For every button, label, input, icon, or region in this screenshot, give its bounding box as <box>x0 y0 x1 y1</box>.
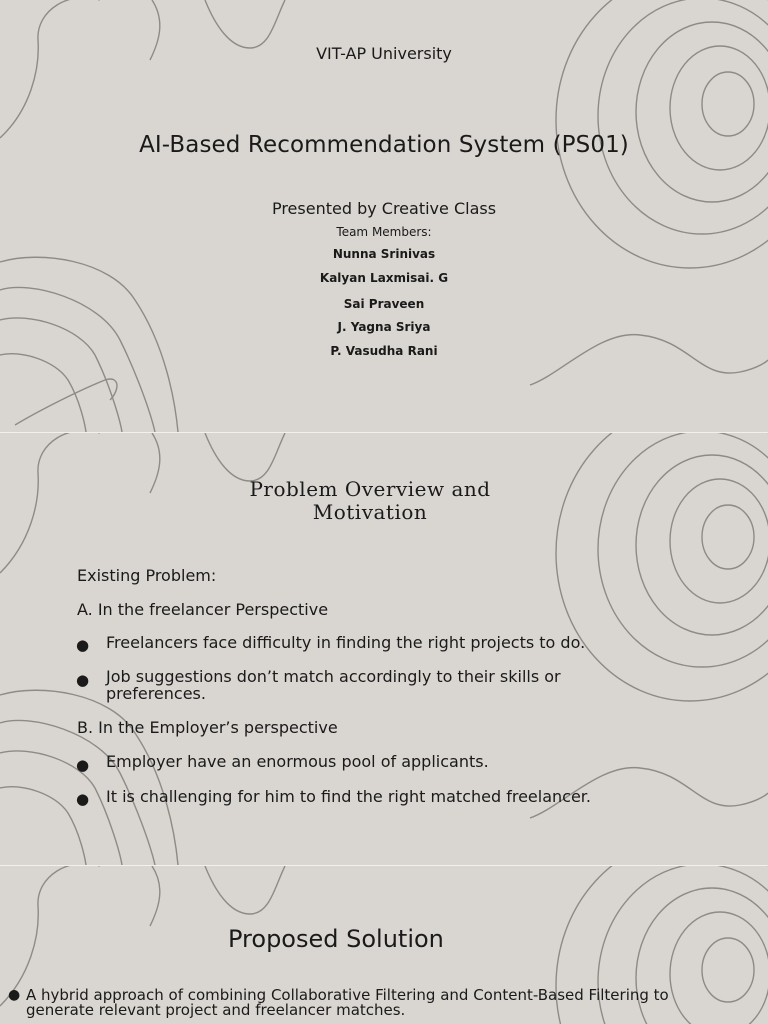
team-member: Nunna Srinivas <box>332 247 436 261</box>
presentation-title: AI-Based Recommendation System (PS01) <box>139 132 629 158</box>
bullet-item: Job suggestions don’t match accordingly to their skills or preferences. <box>106 667 561 703</box>
team-members-label: Team Members: <box>336 225 432 239</box>
section-b-heading: B. In the Employer’s perspective <box>77 718 338 737</box>
bullet-item: Employer have an enormous pool of applicants. <box>106 752 489 771</box>
presented-by: Presented by Creative Class <box>271 199 497 218</box>
bullet-icon: ● <box>76 756 90 774</box>
bullet-item: It is challenging for him to find the right matched freelancer. <box>106 787 591 806</box>
bullet-icon: ● <box>8 987 21 1003</box>
slide-title <box>0 0 768 432</box>
bullet-icon: ● <box>76 790 90 808</box>
team-member: P. Vasudha Rani <box>330 344 438 358</box>
slide-title-heading: Problem Overview and Motivation <box>249 477 491 524</box>
slide-problem-overview <box>0 433 768 865</box>
existing-problem-label: Existing Problem: <box>77 566 217 585</box>
bullet-icon: ● <box>76 636 90 654</box>
bullet-icon: ● <box>76 671 90 689</box>
slide-proposed-solution <box>0 866 768 1024</box>
university-name: VIT-AP University <box>316 44 452 63</box>
team-member: Kalyan Laxmisai. G <box>319 271 449 285</box>
slide-title-heading: Proposed Solution <box>228 925 444 953</box>
bullet-item: Freelancers face difficulty in finding the right projects to do. <box>106 633 586 652</box>
team-member: Sai Praveen <box>343 297 425 311</box>
bullet-item: A hybrid approach of combining Collaborative Filtering and Content-Based Filtering to generate relevant project and freelancer matches. <box>26 986 669 1019</box>
team-member: J. Yagna Sriya <box>337 320 431 334</box>
section-a-heading: A. In the freelancer Perspective <box>77 600 329 619</box>
